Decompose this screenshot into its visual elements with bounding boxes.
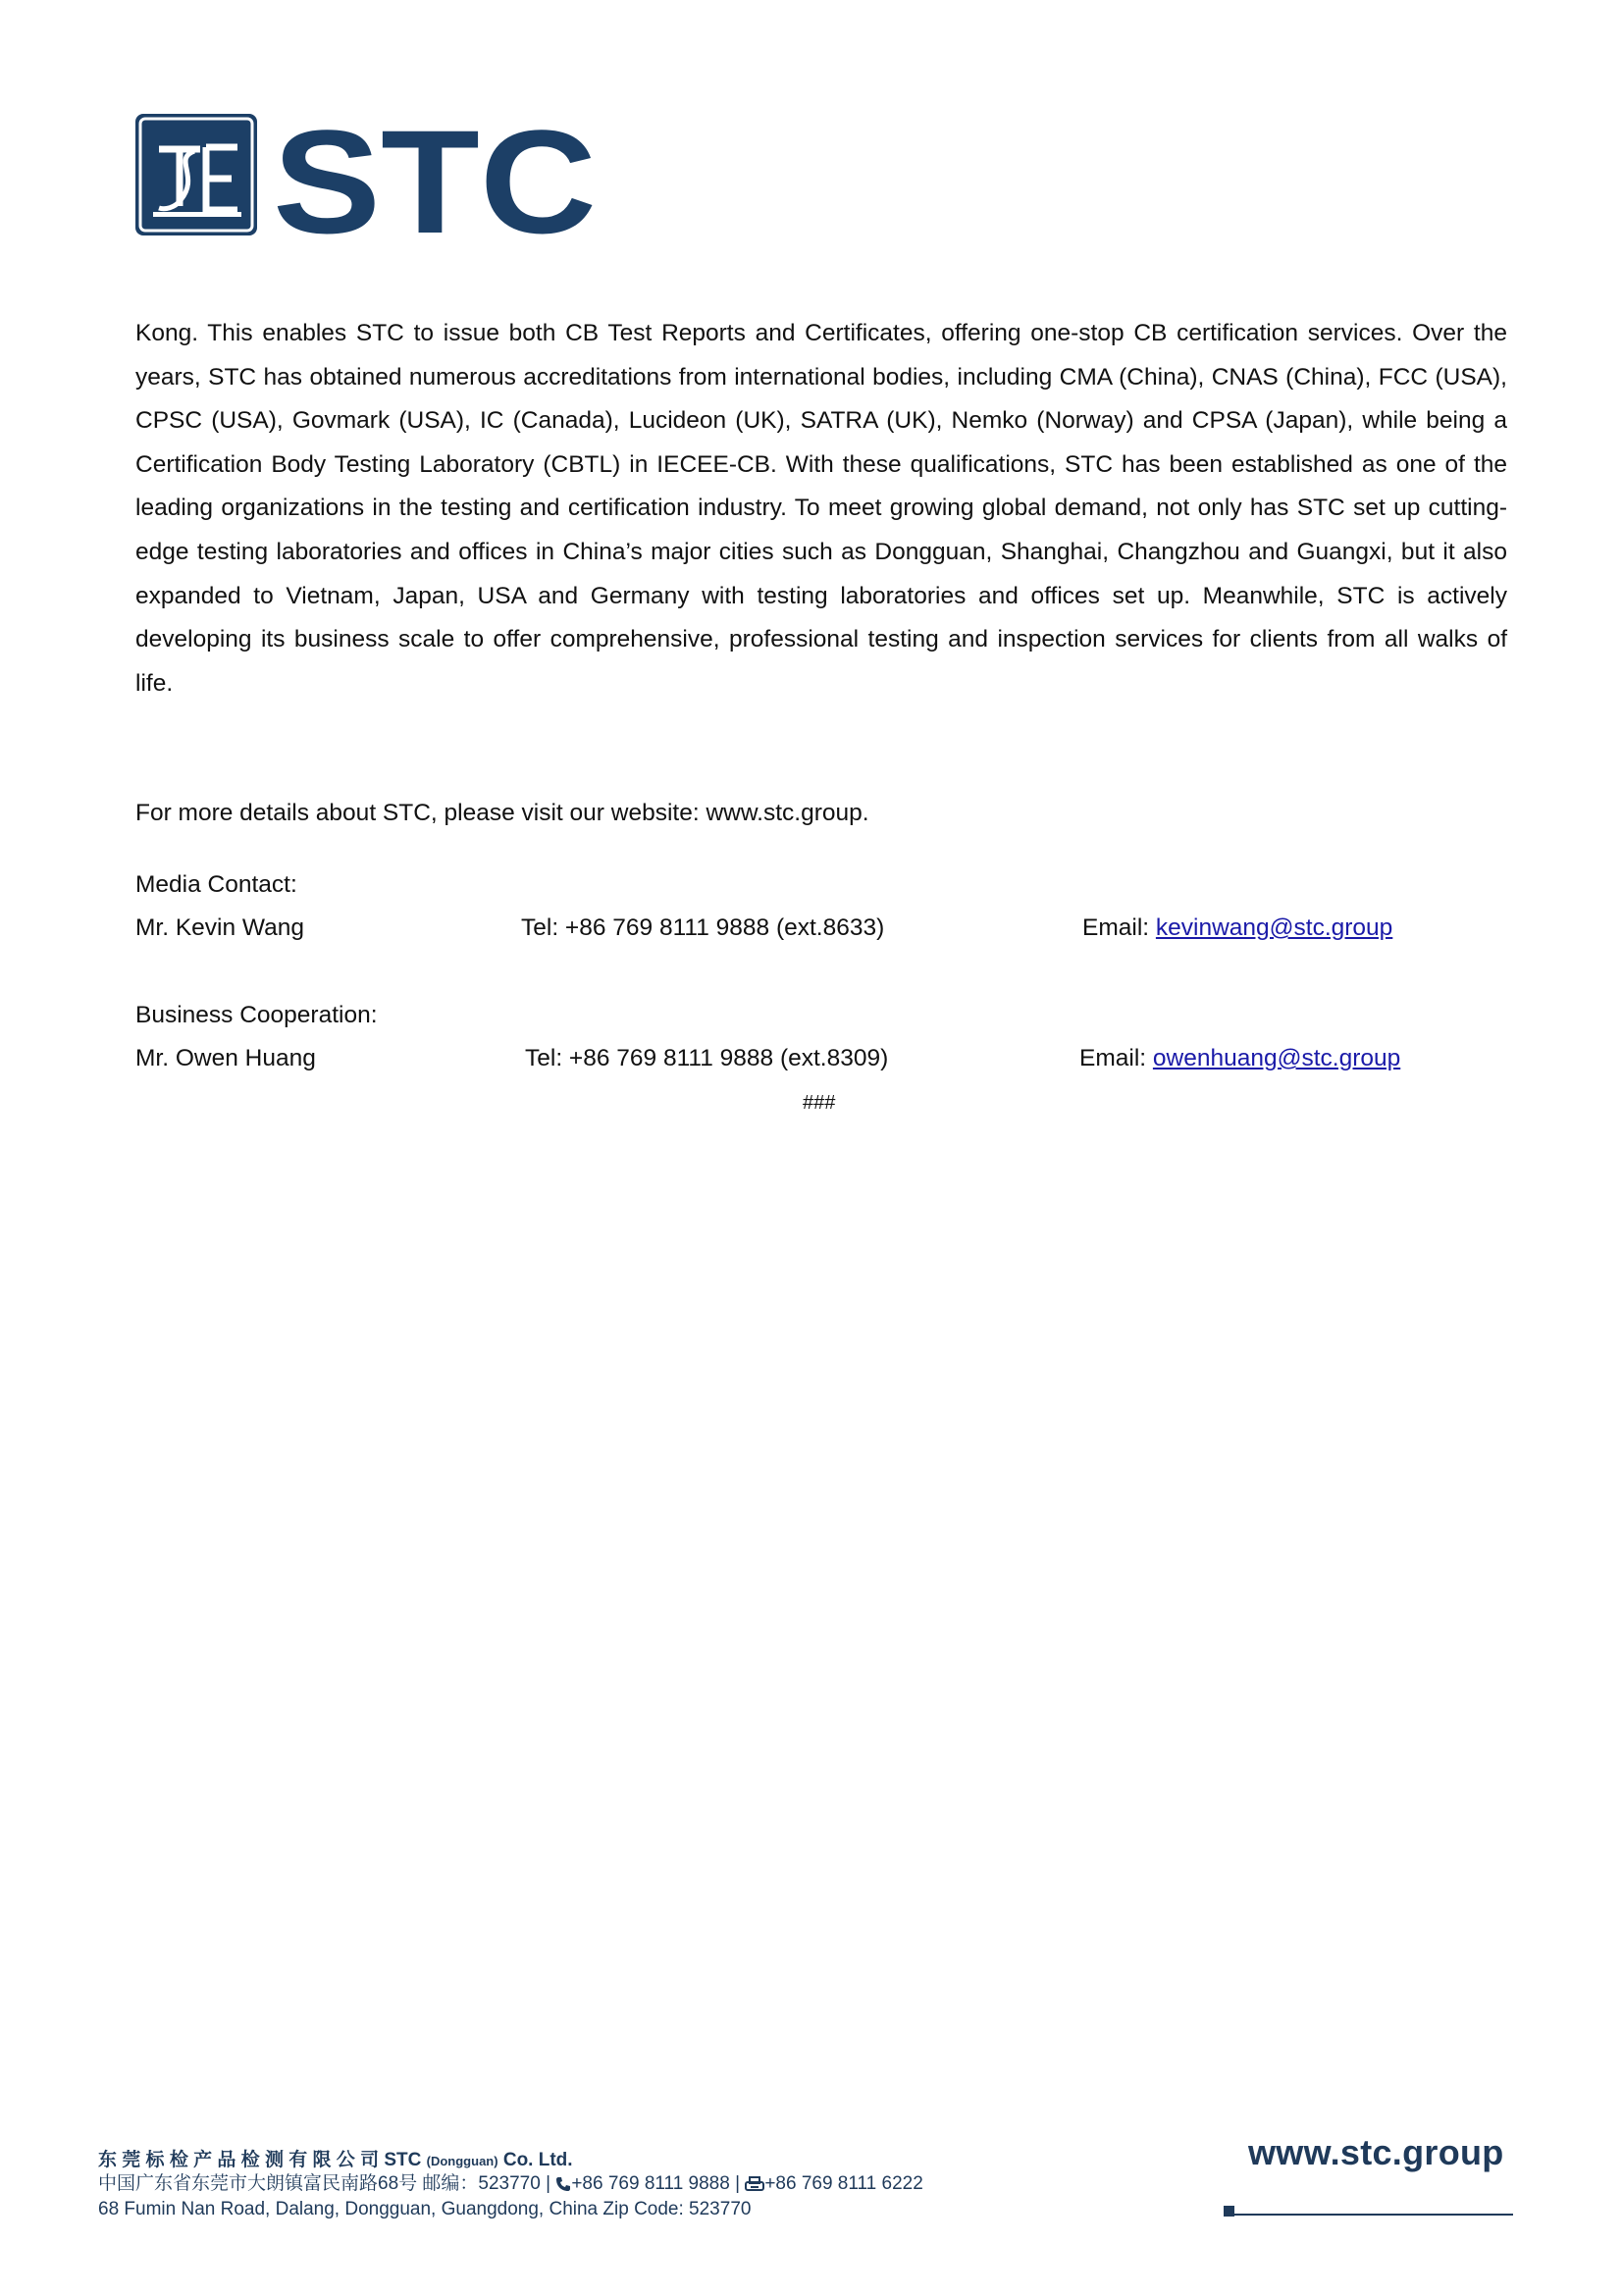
- media-contact-tel: Tel: +86 769 8111 9888 (ext.8633): [521, 914, 885, 941]
- business-contact-email-link[interactable]: owenhuang@stc.group: [1152, 1045, 1401, 1071]
- media-contact-heading: Media Contact:: [135, 871, 297, 898]
- footer-address-en: 68 Fumin Nan Road, Dalang, Dongguan, Guangdong, China Zip Code: 523770: [98, 2199, 752, 2219]
- footer-company-cn: 东 莞 标 检 产 品 检 测 有 限 公 司: [98, 2150, 380, 2170]
- business-contact-email-label: Email:: [1079, 1045, 1153, 1071]
- stc-logo: [135, 112, 599, 239]
- footer-separator-2: |: [735, 2173, 741, 2194]
- business-contact-email-row: [1079, 1044, 1400, 1073]
- footer-separator-1: |: [546, 2173, 551, 2194]
- footer-company-en-small: (Dongguan): [426, 2154, 498, 2168]
- footer-phone: +86 769 8111 9888: [571, 2173, 730, 2194]
- end-mark: ###: [803, 1092, 836, 1114]
- svg-text:STC: STC: [273, 112, 597, 239]
- business-contact-tel: Tel: +86 769 8111 9888 (ext.8309): [525, 1045, 889, 1071]
- footer-fax: +86 769 8111 6222: [764, 2173, 923, 2194]
- fax-icon: [745, 2175, 764, 2198]
- phone-icon: [555, 2175, 571, 2198]
- media-contact-email-link[interactable]: kevinwang@stc.group: [1155, 914, 1393, 941]
- footer-company-line: [98, 2149, 923, 2172]
- business-contact-heading: Business Cooperation:: [135, 1002, 378, 1028]
- footer-company-en: STC: [384, 2150, 422, 2170]
- footer-address-cn: 中国广东省东莞市大朗镇富民南路68号 邮编：523770: [98, 2173, 541, 2194]
- media-contact-email-label: Email:: [1082, 914, 1156, 941]
- footer-company-suffix: Co. Ltd.: [502, 2150, 573, 2170]
- footer-website-underline: [1224, 2214, 1513, 2216]
- body-paragraph: Kong. This enables STC to issue both CB Test Reports and Certificates, offering one-stop CB certification services. Over the years, STC has obtained numerous accreditations from international bodies, including CMA (China), CNAS (China), FCC (USA), CPSC (USA), Govmark (USA), IC (Canada), Lucideon (UK), SATRA (UK), Nemko (Norway) and CPSA (Japan), while being a Certification Body Testing Laboratory (CBTL) in IECEE-CB. With these qualifications, STC has been established as one of the leading organizations in the testing and certification industry. To meet growing global demand, not only has STC set up cutting-edge testing laboratories and offices in China’s major cities such as Dongguan, Shanghai, Changzhou and Guangxi, but it also expanded to Vietnam, Japan, USA and Germany with testing laboratories and offices set up. Meanwhile, STC is actively developing its business scale to offer comprehensive, professional testing and inspection services for clients from all walks of life.: [135, 320, 1507, 697]
- footer-website[interactable]: www.stc.group: [1248, 2132, 1504, 2172]
- business-contact-name: Mr. Owen Huang: [135, 1045, 316, 1071]
- footer-address-block: [98, 2149, 923, 2220]
- more-details-text: For more details about STC, please visit our website: www.stc.group.: [135, 800, 869, 826]
- footer-contact-line: [98, 2172, 923, 2198]
- media-contact-name: Mr. Kevin Wang: [135, 914, 305, 941]
- media-contact-email-row: [1082, 913, 1392, 943]
